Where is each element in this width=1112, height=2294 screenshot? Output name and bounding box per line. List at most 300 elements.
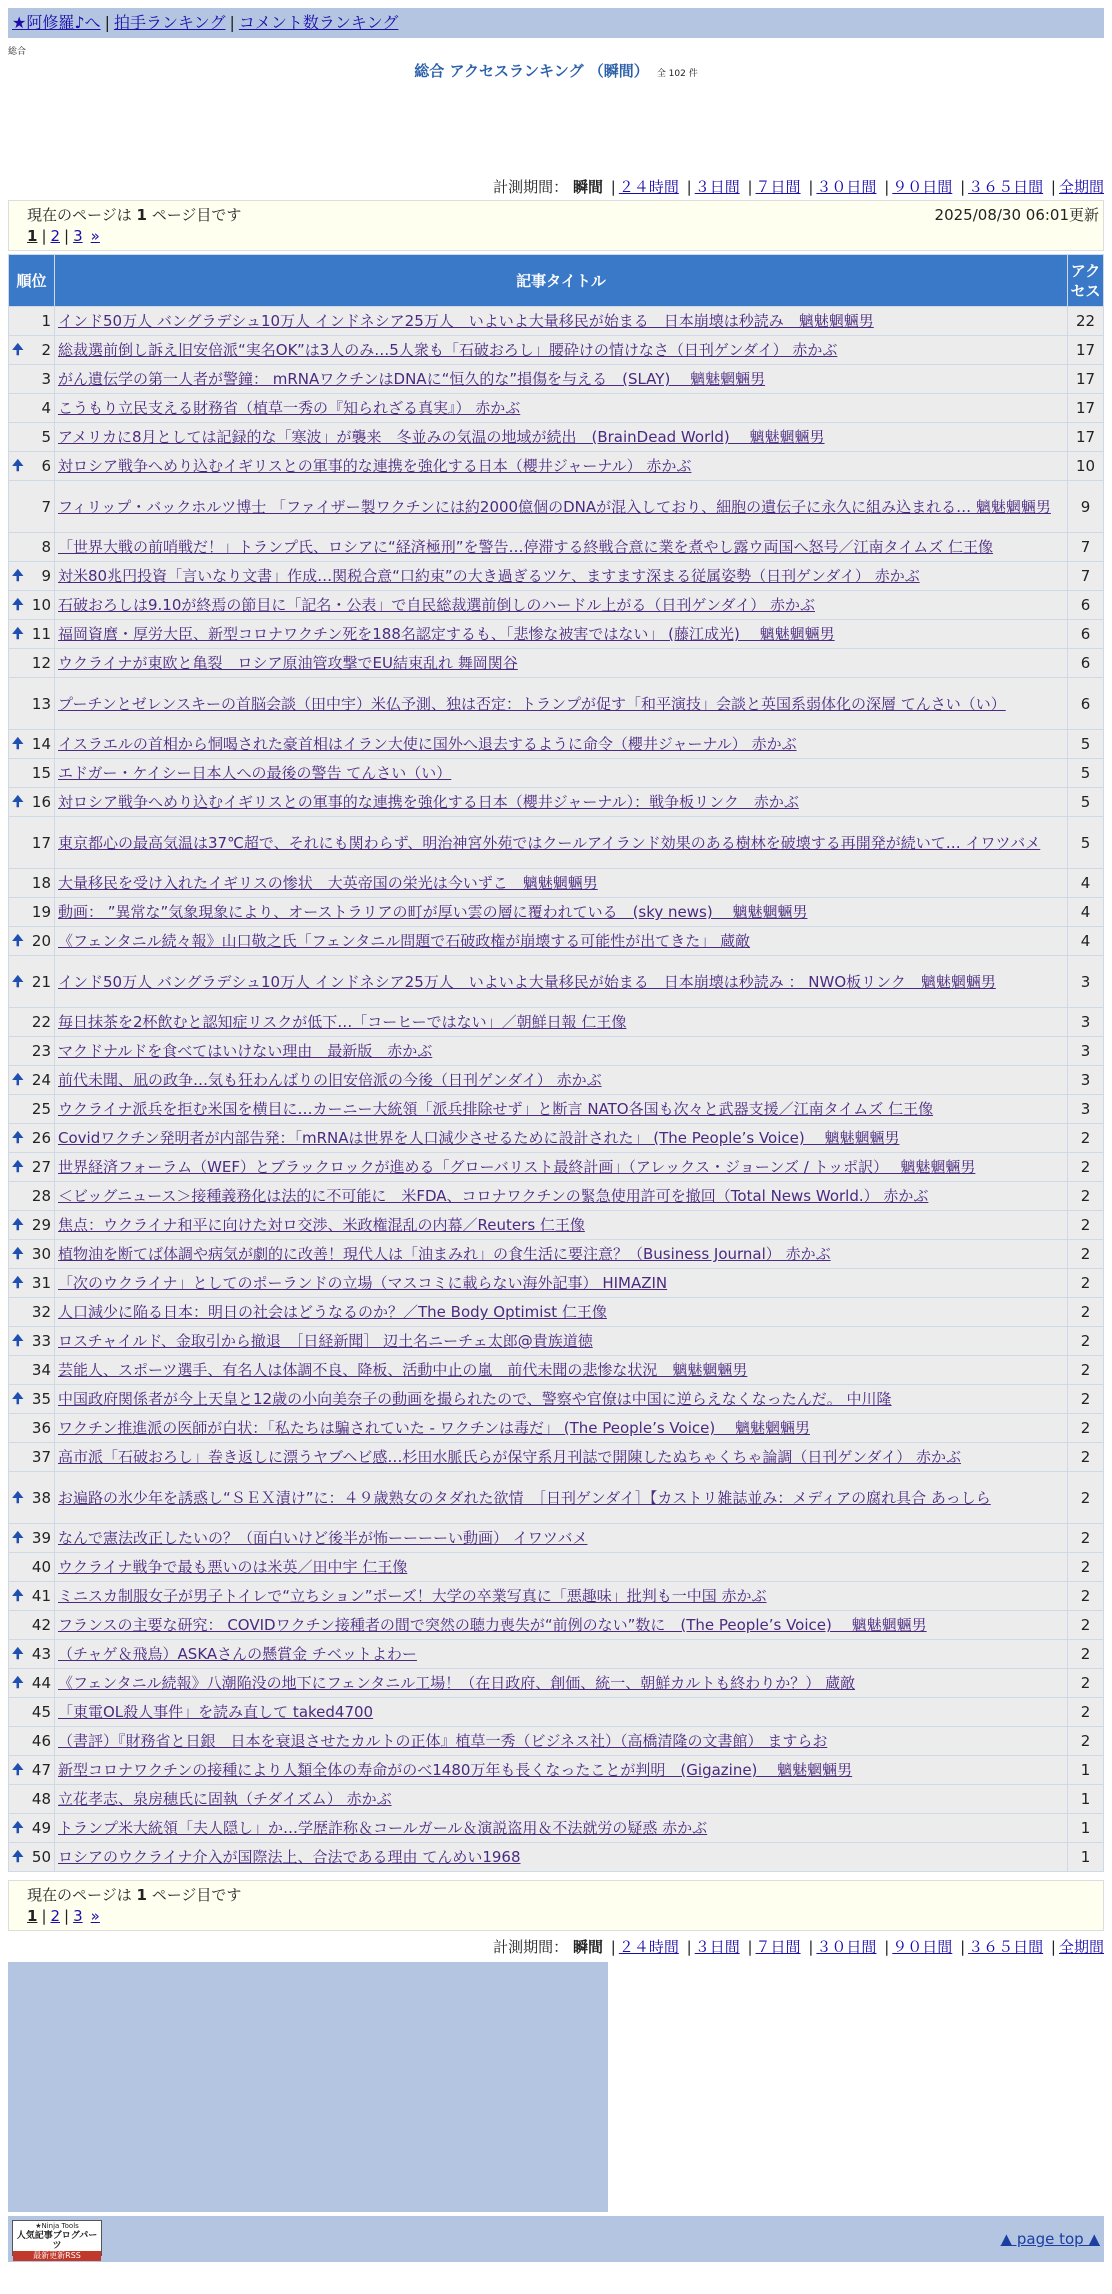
pager-bottom (8, 1880, 1104, 1931)
table-row (9, 1727, 1104, 1756)
article-title-link[interactable]: 石破おろしは9.10が終焉の節目に「記名・公表」で自民総裁選前倒しのハードル上がる（日刊ゲンダイ） 赤かぶ (58, 596, 815, 614)
table-row (9, 678, 1104, 730)
title-cell (55, 336, 1068, 365)
title-cell (55, 1553, 1068, 1582)
article-title-link[interactable]: ミニスカ制服女子が男子トイレで“立ちション”ポーズ！大学の卒業写真に「悪趣味」批判も一中国 赤かぶ (58, 1587, 767, 1605)
rank-number: 9 (41, 567, 51, 585)
title-cell (55, 730, 1068, 759)
article-title-link[interactable]: 中国政府関係者が今上天皇と12歳の小向美奈子の動画を撮られたので、警察や官僚は中国に逆らえなくなったんだ。 中川隆 (58, 1390, 892, 1408)
table-row (9, 1037, 1104, 1066)
rank-number: 32 (31, 1303, 51, 1321)
article-title-link[interactable]: ロスチャイルド、金取引から撤退 ［日経新聞］ 辺土名ニーチェ太郎@貴族道徳 (58, 1332, 593, 1350)
article-title-link[interactable]: 大量移民を受け入れたイギリスの惨状 大英帝国の栄光は今いずこ 魑魅魍魎男 (58, 874, 598, 892)
rank-cell (9, 1756, 55, 1785)
rank-number: 17 (31, 833, 51, 852)
title-cell (55, 1640, 1068, 1669)
table-row (9, 1582, 1104, 1611)
table-row (9, 1756, 1104, 1785)
article-title-link[interactable]: 高市派「石破おろし」巻き返しに漂うヤブヘビ感…杉田水脈氏らが保守系月刊誌で開陳したぬちゃくちゃ論調（日刊ゲンダイ） 赤かぶ (58, 1448, 961, 1466)
rank-up-arrow-icon: 🠉 (12, 1217, 24, 1233)
article-title-link[interactable]: プーチンとゼレンスキーの首脳会談（田中宇）米仏予測、独は否定：トランプが促す「和平演技」会談と英国系弱体化の深層 てんさい（い） (58, 694, 1006, 713)
rank-cell (9, 678, 55, 730)
nav-link-comment-ranking[interactable]: コメント数ランキング (238, 13, 399, 32)
rank-number: 47 (31, 1761, 51, 1779)
title-cell (55, 1037, 1068, 1066)
title-cell (55, 649, 1068, 678)
rank-number: 24 (31, 1071, 51, 1089)
rank-cell (9, 1582, 55, 1611)
title-cell (55, 1124, 1068, 1153)
rank-number: 20 (31, 932, 51, 950)
ranking-rows (9, 307, 1104, 1872)
rank-cell (9, 1698, 55, 1727)
rank-number: 49 (31, 1819, 51, 1837)
title-cell (55, 365, 1068, 394)
rank-number: 1 (41, 312, 51, 330)
period-option-all-bottom[interactable]: 全期間 (1058, 1938, 1104, 1956)
table-row (9, 1669, 1104, 1698)
article-title-link[interactable]: （チャゲ＆飛鳥）ASKAさんの懸賞金 チベットよわー (58, 1645, 417, 1663)
rank-up-arrow-icon: 🠉 (12, 1588, 24, 1604)
rank-number: 43 (31, 1645, 51, 1663)
article-title-link[interactable]: 植物油を断てば体調や病気が劇的に改善！現代人は「油まみれ」の食生活に要注意？（Business Journal） 赤かぶ (58, 1245, 831, 1263)
title-cell (55, 1008, 1068, 1037)
title-cell (55, 1698, 1068, 1727)
rank-number: 40 (31, 1558, 51, 1576)
page-title-wrap (0, 60, 1112, 81)
pager-info: 現在のページは 1 ページ目です (27, 206, 242, 224)
col-header-access: アクセス (1068, 255, 1104, 307)
rank-cell (9, 1356, 55, 1385)
rank-cell (9, 1240, 55, 1269)
rank-number: 42 (31, 1616, 51, 1634)
access-count: 5 (1068, 817, 1104, 869)
pagination-bottom: 1 | 2 | 3 » (27, 1907, 100, 1925)
period-option-365d[interactable]: ３６５日間 (968, 178, 1044, 196)
article-title-link[interactable]: がん遺伝学の第一人者が警鐘： mRNAワクチンはDNAに“恒久的な”損傷を与える (SLAY) 魑魅魍魎男 (58, 370, 766, 388)
article-title-link[interactable]: （書評）『財務省と日銀 日本を衰退させたカルトの正体』植草一秀（ビジネス社）（高橋清隆の文書館） ますらお (58, 1732, 828, 1750)
rank-cell (9, 1008, 55, 1037)
title-cell (55, 1298, 1068, 1327)
article-title-link[interactable]: Covidワクチン発明者が内部告発：「mRNAは世界を人口減少させるために設計された」 (The People’s Voice) 魑魅魍魎男 (58, 1129, 900, 1147)
access-count: 2 (1068, 1269, 1104, 1298)
table-row (9, 817, 1104, 869)
article-title-link[interactable]: 人口減少に陥る日本：明日の社会はどうなるのか？／The Body Optimist 仁王像 (58, 1303, 607, 1321)
article-title-link[interactable]: フィリップ・バックホルツ博士 「ファイザー製ワクチンには約2000億個のDNAが混入しており、細胞の遺伝子に永久に組み込まれる… 魑魅魍魎男 (58, 497, 1051, 516)
article-title-link[interactable]: 「世界大戦の前哨戦だ！」トランプ氏、ロシアに“経済極刑”を警告…停滞する終戦合意に業を煮やし露ウ両国へ怒号／江南タイムズ 仁王像 (58, 538, 994, 556)
rank-number: 36 (31, 1419, 51, 1437)
rank-cell (9, 927, 55, 956)
article-title-link[interactable]: ウクライナが東欧と亀裂 ロシア原油管攻撃でEU結束乱れ 舞岡関谷 (58, 654, 518, 672)
rank-cell (9, 452, 55, 481)
article-title-link[interactable]: ウクライナ戦争で最も悪いのは米英／田中宇 仁王像 (58, 1558, 408, 1576)
period-option-24h[interactable]: ２４時間 (618, 178, 679, 196)
table-row (9, 365, 1104, 394)
table-row (9, 533, 1104, 562)
rank-number: 35 (31, 1390, 51, 1408)
title-cell (55, 788, 1068, 817)
title-cell (55, 927, 1068, 956)
nav-link-applause-ranking[interactable]: 拍手ランキング (113, 13, 226, 32)
rank-cell (9, 620, 55, 649)
rank-cell (9, 1524, 55, 1553)
article-title-link[interactable]: イスラエルの首相から恫喝された豪首相はイラン大使に国外へ退去するように命令（櫻井ジャーナル） 赤かぶ (58, 735, 797, 753)
article-title-link[interactable]: 動画： ”異常な”気象現象により、オーストラリアの町が厚い雲の層に覆われている (sky news) 魑魅魍魎男 (58, 903, 808, 921)
article-title-link[interactable]: インド50万人 バングラデシュ10万人 インドネシア25万人 いよいよ大量移民が始まる 日本崩壊は秒読み ： NWO板リンク 魑魅魍魎男 (58, 972, 996, 991)
rank-number: 28 (31, 1187, 51, 1205)
access-count: 2 (1068, 1524, 1104, 1553)
period-option-30d-bottom[interactable]: ３０日間 (816, 1938, 877, 1956)
access-count: 6 (1068, 678, 1104, 730)
rank-up-arrow-icon: 🠉 (12, 1072, 24, 1088)
access-count: 2 (1068, 1124, 1104, 1153)
access-count: 2 (1068, 1443, 1104, 1472)
access-count: 2 (1068, 1385, 1104, 1414)
access-count: 3 (1068, 956, 1104, 1008)
rank-number: 21 (31, 972, 51, 991)
access-count: 2 (1068, 1240, 1104, 1269)
table-row (9, 1443, 1104, 1472)
rank-cell (9, 1385, 55, 1414)
ad-placeholder[interactable] (8, 1962, 608, 2212)
table-row (9, 1472, 1104, 1524)
rank-number: 45 (31, 1703, 51, 1721)
access-count: 3 (1068, 1008, 1104, 1037)
article-title-link[interactable]: エドガー・ケイシー日本人への最後の警告 てんさい（い） (58, 764, 452, 782)
period-option-3d-bottom[interactable]: ３日間 (694, 1938, 740, 1956)
article-title-link[interactable]: 《フェンタニル続々報》山口敬之氏「フェンタニル問題で石破政権が崩壊する可能性が出てきた」 蔵敵 (58, 932, 751, 950)
period-label: 計測期間： (493, 178, 569, 196)
table-row (9, 1553, 1104, 1582)
table-row (9, 1385, 1104, 1414)
table-row (9, 1785, 1104, 1814)
access-count: 2 (1068, 1698, 1104, 1727)
table-row (9, 562, 1104, 591)
table-row (9, 1182, 1104, 1211)
rank-cell (9, 1669, 55, 1698)
rank-cell (9, 1211, 55, 1240)
nav-link-asyura[interactable]: ★阿修羅♪へ (12, 13, 101, 32)
rank-up-arrow-icon: 🠉 (12, 568, 24, 584)
access-count: 4 (1068, 898, 1104, 927)
article-title-link[interactable]: 立花孝志、泉房穂氏に固執（チダイズム） 赤かぶ (58, 1790, 392, 1808)
title-cell (55, 956, 1068, 1008)
article-title-link[interactable]: マクドナルドを食べてはいけない理由 最新版 赤かぶ (58, 1042, 433, 1060)
rank-up-arrow-icon: 🠉 (12, 1275, 24, 1291)
table-row (9, 956, 1104, 1008)
title-cell (55, 1785, 1068, 1814)
rank-number: 31 (31, 1274, 51, 1292)
title-cell (55, 1414, 1068, 1443)
rank-up-arrow-icon: 🠉 (12, 736, 24, 752)
page-link-3[interactable]: 3 (73, 227, 83, 245)
period-selector-top: 計測期間： 瞬間 | ２４時間 | ３日間 | ７日間 | ３０日間 | ９０日間 | ３６５日間 | 全期間 (493, 178, 1104, 196)
article-title-link[interactable]: お遍路の氷少年を誘惑し“ＳＥＸ漬け”に：４９歳熟女のタダれた欲情 ［日刊ゲンダイ］【カストリ雑誌並み：メディアの腐れ具合 あっしら (58, 1488, 991, 1507)
table-row (9, 1240, 1104, 1269)
article-title-link[interactable]: 総裁選前倒し訴え旧安倍派“実名OK”は3人のみ…5人衆も「石破おろし」腰砕けの情けなさ（日刊ゲンダイ） 赤かぶ (58, 341, 838, 359)
rank-cell (9, 1443, 55, 1472)
rank-number: 41 (31, 1587, 51, 1605)
total-count: 全 102 件 (656, 69, 698, 79)
access-count: 1 (1068, 1843, 1104, 1872)
page-link-next-bottom[interactable]: » (90, 1907, 100, 1925)
rank-number: 5 (41, 428, 51, 446)
rank-up-arrow-icon: 🠉 (12, 626, 24, 642)
rank-number: 2 (41, 341, 51, 359)
article-title-link[interactable]: 前代未聞、凪の政争…気も狂わんばりの旧安倍派の今後（日刊ゲンダイ） 赤かぶ (58, 1071, 602, 1089)
period-option-7d-bottom[interactable]: ７日間 (755, 1938, 801, 1956)
rank-number: 14 (31, 735, 51, 753)
article-title-link[interactable]: 「次のウクライナ」としてのポーランドの立場（マスコミに載らない海外記事） HIMAZIN (58, 1274, 668, 1292)
access-count: 2 (1068, 1356, 1104, 1385)
table-row (9, 394, 1104, 423)
period-option-365d-bottom[interactable]: ３６５日間 (968, 1938, 1044, 1956)
page-title: 総合 アクセスランキング （瞬間） (414, 62, 649, 80)
rank-number: 48 (31, 1790, 51, 1808)
article-title-link[interactable]: 東京都心の最高気温は37℃超で、それにも関わらず、明治神宮外苑ではクールアイランド効果のある樹林を破壊する再開発が続いて… イワツバメ (58, 833, 1041, 852)
article-title-link[interactable]: ワクチン推進派の医師が白状：「私たちは騙されていた - ワクチンは毒だ」 (The People’s Voice) 魑魅魍魎男 (58, 1419, 810, 1437)
table-row (9, 1356, 1104, 1385)
rank-cell (9, 1843, 55, 1872)
access-count: 2 (1068, 1611, 1104, 1640)
title-cell (55, 1182, 1068, 1211)
title-cell (55, 1669, 1068, 1698)
title-cell (55, 394, 1068, 423)
article-title-link[interactable]: 《フェンタニル続報》八潮陥没の地下にフェンタニル工場！（在日政府、創価、統一、朝鮮カルトも終わりか？） 蔵敵 (58, 1674, 856, 1692)
table-row (9, 1611, 1104, 1640)
article-title-link[interactable]: 対ロシア戦争へめり込むイギリスとの軍事的な連携を強化する日本（櫻井ジャーナル） 赤かぶ (58, 457, 692, 475)
rank-number: 15 (31, 764, 51, 782)
access-count: 5 (1068, 788, 1104, 817)
rank-cell (9, 869, 55, 898)
rank-number: 18 (31, 874, 51, 892)
page-link-current: 1 (27, 227, 38, 245)
page-top-link[interactable]: ▲ page top ▲ (1000, 2230, 1100, 2248)
rank-number: 25 (31, 1100, 51, 1118)
table-row (9, 1327, 1104, 1356)
period-current: 瞬間 (572, 178, 603, 196)
article-title-link[interactable]: 焦点：ウクライナ和平に向けた対ロ交渉、米政権混乱の内幕／Reuters 仁王像 (58, 1216, 585, 1234)
page-link-2-bottom[interactable]: 2 (50, 1907, 61, 1925)
title-cell (55, 1611, 1068, 1640)
access-count: 2 (1068, 1472, 1104, 1524)
period-selector-bottom: 計測期間： 瞬間 | ２４時間 | ３日間 | ７日間 | ３０日間 | ９０日間 | ３６５日間 | 全期間 (493, 1938, 1104, 1956)
title-cell (55, 1524, 1068, 1553)
article-title-link[interactable]: こうもり立民支える財務省（植草一秀の『知られざる真実』） 赤かぶ (58, 399, 521, 417)
article-title-link[interactable]: 芸能人、スポーツ選手、有名人は体調不良、降板、活動中止の嵐 前代未聞の悲惨な状況 魑魅魍魎男 (58, 1361, 748, 1379)
article-title-link[interactable]: ＜ビッグニュース＞接種義務化は法的に不可能に 米FDA、コロナワクチンの緊急使用許可を撤回（Total News World.） 赤かぶ (58, 1187, 929, 1205)
period-option-7d[interactable]: ７日間 (755, 178, 801, 196)
rank-up-arrow-icon: 🠉 (12, 1130, 24, 1146)
rank-number: 50 (31, 1848, 51, 1866)
access-count: 3 (1068, 1095, 1104, 1124)
article-title-link[interactable]: 毎日抹茶を2杯飲むと認知症リスクが低下…「コーヒーではない」／朝鮮日報 仁王像 (58, 1013, 627, 1031)
table-row (9, 1640, 1104, 1669)
table-row (9, 1124, 1104, 1153)
rank-up-arrow-icon: 🠉 (12, 1675, 24, 1691)
rank-cell (9, 730, 55, 759)
article-title-link[interactable]: 世界経済フォーラム（WEF）とブラックロックが進める「グローバリスト最終計画」（アレックス・ジョーンズ / トッポ訳） 魑魅魍魎男 (58, 1158, 976, 1176)
rank-number: 11 (31, 625, 51, 643)
rank-cell (9, 1472, 55, 1524)
access-count: 3 (1068, 1037, 1104, 1066)
title-cell (55, 481, 1068, 533)
article-title-link[interactable]: 福岡資麿・厚労大臣、新型コロナワクチン死を188名認定するも、「悲惨な被害ではない」 (藤江成光) 魑魅魍魎男 (58, 625, 835, 643)
rank-up-arrow-icon: 🠉 (12, 1646, 24, 1662)
table-row (9, 1698, 1104, 1727)
pager-top (8, 200, 1104, 251)
rank-number: 33 (31, 1332, 51, 1350)
access-count: 9 (1068, 481, 1104, 533)
rank-cell (9, 307, 55, 336)
access-count: 2 (1068, 1327, 1104, 1356)
rank-cell (9, 1037, 55, 1066)
access-count: 7 (1068, 533, 1104, 562)
article-title-link[interactable]: 「東電OL殺人事件」を読み直して taked4700 (58, 1703, 374, 1721)
rank-cell (9, 1327, 55, 1356)
rank-cell (9, 423, 55, 452)
article-title-link[interactable]: ロシアのウクライナ介入が国際法上、合法である理由 てんめい1968 (58, 1848, 521, 1866)
title-cell (55, 898, 1068, 927)
rank-up-arrow-icon: 🠉 (12, 1246, 24, 1262)
title-cell (55, 1211, 1068, 1240)
updated-timestamp: 2025/08/30 06:01更新 (934, 206, 1099, 224)
page-link-3-bottom[interactable]: 3 (73, 1907, 83, 1925)
article-title-link[interactable]: 対ロシア戦争へめり込むイギリスとの軍事的な連携を強化する日本（櫻井ジャーナル）：戦争板リンク 赤かぶ (58, 793, 799, 811)
table-row (9, 620, 1104, 649)
access-count: 2 (1068, 1298, 1104, 1327)
page-link-2[interactable]: 2 (50, 227, 61, 245)
rank-cell (9, 394, 55, 423)
period-option-24h-bottom[interactable]: ２４時間 (618, 1938, 679, 1956)
rank-up-arrow-icon: 🠉 (12, 1849, 24, 1865)
article-title-link[interactable]: ウクライナ派兵を拒む米国を横目に…カーニー大統領「派兵排除せず」と断言 NATO各国も次々と武器支援／江南タイムズ 仁王像 (58, 1100, 934, 1118)
table-row (9, 1524, 1104, 1553)
rank-cell (9, 1269, 55, 1298)
table-row (9, 869, 1104, 898)
rank-number: 4 (41, 399, 51, 417)
rank-cell (9, 759, 55, 788)
rank-cell (9, 481, 55, 533)
table-row (9, 307, 1104, 336)
ranking-table (8, 254, 1104, 1872)
rank-cell (9, 817, 55, 869)
rank-up-arrow-icon: 🠉 (12, 794, 24, 810)
rank-number: 30 (31, 1245, 51, 1263)
article-title-link[interactable]: 新型コロナワクチンの接種により人類全体の寿命がのべ1480万年も長くなったことが判明 (Gigazine) 魑魅魍魎男 (58, 1761, 853, 1779)
table-row (9, 1414, 1104, 1443)
rank-cell (9, 649, 55, 678)
table-row (9, 481, 1104, 533)
table-row (9, 591, 1104, 620)
access-count: 1 (1068, 1814, 1104, 1843)
rank-up-arrow-icon: 🠉 (12, 1820, 24, 1836)
rank-cell (9, 1814, 55, 1843)
table-row (9, 1269, 1104, 1298)
title-cell (55, 1385, 1068, 1414)
rank-up-arrow-icon: 🠉 (12, 1333, 24, 1349)
access-count: 3 (1068, 1066, 1104, 1095)
rank-number: 23 (31, 1042, 51, 1060)
rank-number: 12 (31, 654, 51, 672)
article-title-link[interactable]: 対米80兆円投資「言いなり文書」作成…関税合意“口約束”の大き過ぎるツケ、ますます深まる従属姿勢（日刊ゲンダイ） 赤かぶ (58, 567, 920, 585)
rank-up-arrow-icon: 🠉 (12, 458, 24, 474)
article-title-link[interactable]: インド50万人 バングラデシュ10万人 インドネシア25万人 いよいよ大量移民が始まる 日本崩壊は秒読み 魑魅魍魎男 (58, 312, 874, 330)
rank-cell (9, 1124, 55, 1153)
access-count: 2 (1068, 1640, 1104, 1669)
rank-number: 10 (31, 596, 51, 614)
rank-number: 22 (31, 1013, 51, 1031)
rank-number: 7 (41, 497, 51, 516)
title-cell (55, 1327, 1068, 1356)
access-count: 22 (1068, 307, 1104, 336)
rank-cell (9, 1153, 55, 1182)
title-cell (55, 452, 1068, 481)
article-title-link[interactable]: フランスの主要な研究： COVIDワクチン接種者の間で突然の聴力喪失が“前例のない”数に (The People’s Voice) 魑魅魍魎男 (58, 1616, 927, 1634)
rank-up-arrow-icon: 🠉 (12, 1159, 24, 1175)
rank-up-arrow-icon: 🠉 (12, 342, 24, 358)
access-count: 6 (1068, 591, 1104, 620)
title-cell (55, 1240, 1068, 1269)
period-option-30d[interactable]: ３０日間 (816, 178, 877, 196)
table-row (9, 1153, 1104, 1182)
table-row (9, 1814, 1104, 1843)
page-link-current-bottom: 1 (27, 1907, 38, 1925)
table-row (9, 1008, 1104, 1037)
period-option-all[interactable]: 全期間 (1058, 178, 1104, 196)
title-cell (55, 1843, 1068, 1872)
rank-number: 39 (31, 1529, 51, 1547)
col-header-rank: 順位 (9, 255, 55, 307)
access-count: 5 (1068, 730, 1104, 759)
section-label: 総合 (8, 47, 27, 57)
rank-number: 8 (41, 538, 51, 556)
title-cell (55, 423, 1068, 452)
rank-up-arrow-icon: 🠉 (12, 597, 24, 613)
title-cell (55, 1095, 1068, 1124)
period-option-3d[interactable]: ３日間 (694, 178, 740, 196)
rank-up-arrow-icon: 🠉 (12, 933, 24, 949)
rank-cell (9, 1095, 55, 1124)
article-title-link[interactable]: トランプ米大統領「夫人隠し」か…学歴詐称＆コールガール＆演説盗用＆不法就労の疑惑 赤かぶ (58, 1819, 708, 1837)
article-title-link[interactable]: なんで憲法改正したいの？（面白いけど後半が怖ーーーーい動画） イワツバメ (58, 1529, 588, 1547)
title-cell (55, 591, 1068, 620)
access-count: 1 (1068, 1756, 1104, 1785)
title-cell (55, 620, 1068, 649)
ninja-tools-badge[interactable]: ★Ninja Tools 人気記事ブログパーツ 最新更新RSS (12, 2220, 102, 2256)
access-count: 6 (1068, 620, 1104, 649)
table-row (9, 1095, 1104, 1124)
rank-up-arrow-icon: 🠉 (12, 1762, 24, 1778)
rank-number: 46 (31, 1732, 51, 1750)
title-cell (55, 759, 1068, 788)
title-cell (55, 562, 1068, 591)
article-title-link[interactable]: アメリカに8月としては記録的な「寒波」が襲来 冬並みの気温の地域が続出 (BrainDead World) 魑魅魍魎男 (58, 428, 825, 446)
table-row (9, 759, 1104, 788)
access-count: 1 (1068, 1785, 1104, 1814)
rank-up-arrow-icon: 🠉 (12, 1391, 24, 1407)
period-option-90d[interactable]: ９０日間 (892, 178, 953, 196)
page-link-next[interactable]: » (90, 227, 100, 245)
title-cell (55, 1269, 1068, 1298)
period-option-90d-bottom[interactable]: ９０日間 (892, 1938, 953, 1956)
access-count: 2 (1068, 1669, 1104, 1698)
title-cell (55, 1727, 1068, 1756)
rank-cell (9, 1640, 55, 1669)
access-count: 4 (1068, 869, 1104, 898)
title-cell (55, 678, 1068, 730)
rank-cell (9, 1066, 55, 1095)
